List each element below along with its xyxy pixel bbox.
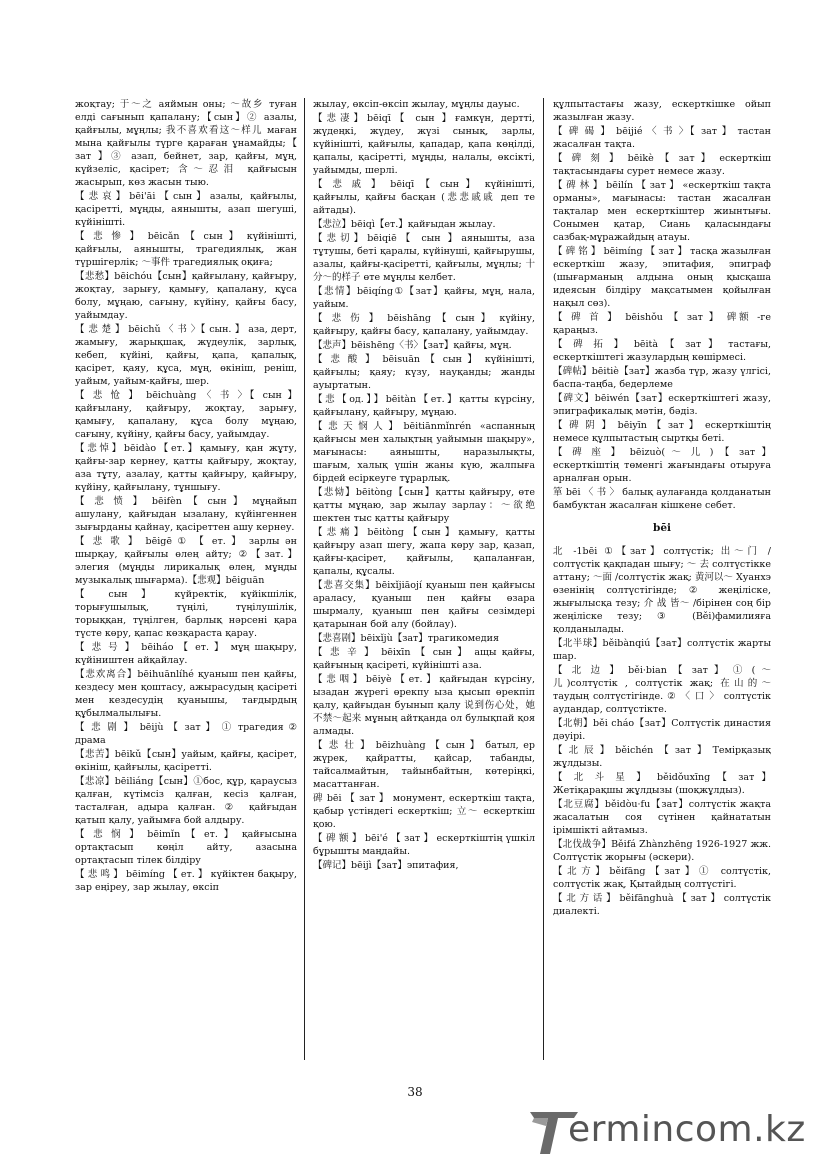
dictionary-entry: 【悲欢离合】bēihuānlíhé қуаныш пен қайғы, кездесу мен қоштасу, ажырасудың қасіреті мен кездесудің қуанышы, тағдырдың құбылмалылығы.	[75, 669, 297, 719]
column-2	[313, 98, 535, 1058]
section-heading: bēi	[652, 522, 671, 534]
dictionary-entry: 【 悲 伤 】 bēishāng 【 сын 】 күйіну, қайғыру, қайғы басу, қапалану, уайымдау.	[313, 313, 535, 337]
dictionary-entry: 【悲天悯人】bēitiānmǐnrén «аспанның қайғысы мен халықтың уайымын шақыру», мағынасы: аянышты, наразылықты, шағым, халық үшін жаны күю, жалпыға бірдей есіркеуге тұрарлық.	[313, 421, 535, 484]
dictionary-entry: 【 碑 碣 】 bēijié 〈 书 〉【 зат 】 тастан жасалған тақта.	[553, 126, 771, 150]
column-divider	[543, 98, 544, 1060]
dictionary-entry: 【悲咽】bēiyè【ет.】қайғыдан күрсіну, ызадан жүрегі өрекпу ыза қысып өрекпіп қалу, қайғыдан буынып қалу 说到伤心处，她不禁～起来 мұның айтқанда ол булықпай қоя алмады.	[313, 674, 535, 737]
dictionary-entry: 【 碑 铭 】 bēimíng 【 зат 】 тасқа жазылған ескерткіш жазу, эпитафия, эпиграф (шығарманың алдына оның қысқаша идеясын білдіру мақсатымен қойылған нақыл сөз).	[553, 246, 771, 309]
dictionary-entry: 【 碑 阴 】 bēiyīn 【 зат 】 ескерткіштің немесе құлпытастың сыртқы беті.	[553, 420, 771, 444]
page-number: 38	[407, 1085, 423, 1099]
dictionary-entry: 【 碑 拓 】 bēità 【 зат 】 тастағы, ескерткіштегі жазулардың көшірмесі.	[553, 339, 771, 363]
dictionary-entry: 【悲喜剧】bēixǐjù【зат】трагикомедия	[313, 633, 499, 644]
dictionary-entry: 【北伐战争】Běifá Zhànzhēng 1926-1927 жж. Солтүстік жорығы (әскери).	[553, 839, 771, 863]
dictionary-entry: 【 悲 愤 】 bēifèn 【 сын 】 мұңайып ашулану, қайғыдан ызалану, күйінгеннен зығырданы қайнау, қасіреттен ашу кернеу.	[75, 496, 297, 533]
dictionary-entry: 【悲恸】bēitòng【сын】қатты қайғыру, өте қатты мұңаю, зар жылау зарлау：～欲绝 шектен тыс қатты қайғыру	[313, 487, 535, 524]
dictionary-entry: 【悲情】bēiqíng①【зат】қайғы, мұң, нала, уайым.	[313, 286, 535, 310]
dictionary-entry: 【 悲 歌 】 bēigē ① 【 ет. 】 зарлы ән шырқау, қайғылы өлең айту; ②【зат.】 элегия (мұңды лирикалық өлең, мұңды музыкалық шығарма).【悲观】bēiguān	[75, 536, 297, 586]
dictionary-entry: 【 北 边 】 běi·bian 【 зат 】 ① ( ～ 儿)солтүстік , солтүстік жақ; 在山的～ таудың солтүстігінде. ② 〈 口 〉 солтүстік аудандар, солтүстікте.	[553, 665, 771, 715]
dictionary-entry: 【北朝】běi cháo【зат】Солтүстік династия дәуірі.	[553, 718, 771, 742]
dictionary-entry: 【 北 斗 星 】 běidǒuxīng 【 зат 】 Жетіқарақшы жұлдызы (шоқжұлдыз).	[553, 772, 771, 796]
dictionary-entry: жоқтау; 于～之 аяймын оны; ～故乡 туған елді сағынып қапалану;【сын】② азалы, қайғылы, мұңлы; 我不喜欢看这～样儿 маған мына қайғылы түрге қараған ұнамайды;【 зат 】③ азап, бейнет, зар, қайғы, мұң, күйзеліс, қасірет; 含～忍泪 қайғысын жасырып, көз жасын тыю.	[75, 99, 297, 188]
dictionary-entry: 【 碑 座 】 bēizuò( ～ 儿 ) 【 зат 】 ескерткіштің төменгі жағындағы отыруға арналған орын.	[553, 447, 771, 484]
dictionary-entry: 【 碑 刻 】 bēikè 【 зат 】 ескерткіш тақтасындағы сурет немесе жазу.	[553, 153, 771, 177]
dictionary-entry: 【碑记】bēijì【зат】эпитафия,	[313, 860, 459, 871]
dictionary-entry: 【悲凄】bēiqī【 сын 】ғамкүн, дертті, жүдеңкі, жүдеу, жүзі сынық, зарлы, күйінішті, қайғылы, қападар, қапа көңілді, қапалы, қасіретті, мұңды, налалы, өксікті, уайымды, шерлі.	[313, 113, 535, 176]
dictionary-entry: 【北方话】běifānghuà【зат】солтүстік диалекті.	[553, 893, 771, 917]
dictionary-entry: 【 碑 首 】 bēishǒu 【 зат 】 碑额 -ге қараңыз.	[553, 312, 771, 336]
dictionary-entry: 【 悲 悯 】 bēimǐn 【 ет. 】 қайғысына ортақтасып көңіл айту, азасына ортақтасып тілек білдіру	[75, 829, 297, 866]
dictionary-entry: 【 悲 惨 】 bēicǎn 【 сын 】 күйінішті, қайғылы, аянышты, трагедиялық, жан түршігерлік; ～事件 трагедиялық оқиға;	[75, 231, 297, 268]
dictionary-entry: 【北豆腐】běidòu·fu【зат】солтүстік жақта жасалатын соя сүтінен қайнататын ірімшікті айтамыз.	[553, 799, 771, 836]
dictionary-entry: 【悲悼】bēidào【ет.】қамығу, қан жұту, қайғы-зар кернеу, қатты қайғыру, жоқтау, аза тұту, азалау, қатты қайғыру, қайғыру, күйіну, қайғылану, тұншығу.	[75, 443, 297, 493]
dictionary-entry: 北 -1bēi ①【зат】солтүстік; 出～门 / солтүстік қақпадан шығу; ～ 去 солтүстікке аттану; ～面 /солтүстік жақ; 黄河以～ Хуанхэ өзенінің солтүстігінде; ② жеңіліске, жығылысқа тезу; 介 战 皆～ /бірінен соң бір жеңіліске тезу; ③ (Běi)фамилияға қолданылады.	[553, 546, 771, 635]
dictionary-entry: 【 碑 林 】 bēilín 【 зат 】 «ескерткіш тақта орманы», мағынасы: тастан жасалған тақталар мен ескерткіштер жиынтығы. Сонымен қатар, Сиань қаласындағы сазбақ-мұражайдың атауы.	[553, 180, 771, 243]
dictionary-entry: 箪 bēi 〈 书 〉 балық аулағанда қолданатын бамбуктан жасалған кішкене себет.	[553, 487, 771, 511]
dictionary-entry: 【 悲 戚 】 bēiqī 【 сын 】 күйінішті, қайғылы, қайғы басқан (悲悲戚戚 деп те айтады).	[313, 179, 535, 216]
dictionary-entry: 【北辰】běichén【зат】Темірқазық жұлдызы.	[553, 745, 771, 769]
dictionary-entry: 【悲声】bēishēng〈书〉【зат】қайғы, мұң.	[313, 340, 512, 351]
dictionary-entry: 【 悲 壮 】 bēizhuàng 【 сын 】 батыл, ер жүрек, қайратты, қайсар, табанды, тайсалмайтын, тайынбайтын, көтеріңкі, масаттанған.	[313, 740, 535, 790]
dictionary-entry: 【碑帖】bēitiè【зат】жазба түр, жазу үлгісі, баспа-таңба, бедерлеме	[553, 366, 771, 390]
dictionary-entry: 【 悲 剧 】 bēijù 【 зат 】 ① трагедия ② драма	[75, 722, 297, 746]
dictionary-entry: 【 сын 】 күйректік, күйікшілік, торығушылық, түңілі, түңілушілік, торыққан, түңілген, барлық нәрсені қара түсте көру, қапас көзқараста қарау.	[75, 589, 297, 639]
dictionary-entry: 【悲痛】bēitòng【сын】қамығу, қатты қайғыру азап шегу, жапа көру зар, қазап, қайғы-қасірет, қайғылы, қапаланған, қапалы, құсалы.	[313, 527, 535, 577]
dictionary-entry: 【 悲 鸣 】 bēimíng 【 ет. 】 күйіктен бақыру, зар еңіреу, зар жылау, өксіп	[75, 869, 297, 893]
dictionary-entry: 【 悲 楚 】 bēichǔ 〈 书 〉【 сын. 】 аза, дерт, жамығу, жарықшақ, жүдеулік, зарлық, кебеп, күйіні, қайғы, қапа, қапалық, қасірет, қаяу, құса, мұң, өкініш, реніш, уайым, уайым-қайғы, шер.	[75, 324, 297, 387]
column-1	[75, 98, 297, 1058]
dictionary-entry: 【北方】běifāng【зат】① солтүстік, солтүстік жақ, Қытайдың солтүстігі.	[553, 866, 771, 890]
column-3	[553, 98, 771, 1058]
dictionary-entry: 【 碑 额 】 bēi'é 【 зат 】 ескерткіштің үшкіл бұрышты маңдайы.	[313, 833, 535, 857]
dictionary-entry: құлпытастағы жазу, ескерткішке ойып жазылған жазу.	[553, 99, 771, 123]
dictionary-entry: 碑 bēi 【 зат 】 монумент, ескерткіш тақта, қабыр үстіндегі ескерткіш; 立～ ескерткіш қою.	[313, 793, 535, 830]
dictionary-entry: 【悲哀】bēi'āi【сын】азалы, қайғылы, қасіретті, мұңды, аянышты, азап шегуші, күйінішті.	[75, 191, 297, 228]
dictionary-entry: 【北半球】běibànqiú【зат】солтүстік жарты шар.	[553, 638, 771, 662]
dictionary-entry: 【 悲 怆 】 bēichuàng 〈 书 〉【 сын 】 қайғылану, қайғыру, жоқтау, зарығу, қамығу, қапалану, құса болу мұңаю, сағыну, күйіну, қайғы басу, уайымдау.	[75, 390, 297, 440]
dictionary-entry: 【悲泣】bēiqì【ет.】қайғыдан жылау.	[313, 219, 496, 230]
dictionary-entry: жылау, өксіп-өксіп жылау, мұңлы дауыс.	[313, 99, 520, 110]
dictionary-entry: 【悲愁】bēichóu【сын】қайғылану, қайғыру, жоқтау, зарығу, қамығу, қапалану, құса болу, мұңаю, сағыну, күйіну, қайғы басу, уайымдау.	[75, 271, 297, 321]
dictionary-entry: 【碑文】bēiwén【зат】ескерткіштегі жазу, эпиграфикалық мәтін, бәдіз.	[553, 393, 771, 417]
column-divider	[304, 98, 305, 1060]
dictionary-entry: 【 悲 酸 】 bēisuān 【 сын 】 күйінішті, қайғылы; қаяу; күзу, науқанды; жанды ауыртатын.	[313, 354, 535, 391]
dictionary-entry: 【悲凉】bēiliáng【сын】①бос, құр, қараусыз қалған, күтімсіз қалған, кесіз қалған, тасталған, адыра қалған. ② қайғыдан қатып қалу, уайымға бой алдыру.	[75, 776, 297, 826]
dictionary-entry: 【悲【од.】】bēitàn【ет.】қатты күрсіну, қайғылану, қайғыру, мұңаю.	[313, 394, 535, 418]
dictionary-entry: 【 悲 号 】 bēiháo 【 ет. 】 мұң шақыру, күйіништен айқайлау.	[75, 642, 297, 666]
logo-wordmark: ermincom.kz	[568, 1109, 806, 1150]
dictionary-entry: 【悲切】bēiqiē【 сын 】аянышты, аза тұтушы, беті қаралы, күйінуші, қайғырушы, азалы, қайғы-қасіретті, қайғылы, мұңлы; 十分～的样子 өте мұңлы келбет.	[313, 233, 535, 283]
dictionary-entry: 【 悲 辛 】 bēixīn 【 сын 】 ащы қайғы, қайғының қасіреті, күйінішті аза.	[313, 647, 535, 671]
termincom-logo	[528, 1102, 818, 1160]
dictionary-entry: 【悲喜交集】bēixǐjiāojí қуаныш пен қайғысы араласу, қуаныш пен қайғы өзара шырмалу, қуаныш пен қайғы сезімдері қатарынан бой алу (бойлау).	[313, 580, 535, 630]
dictionary-entry: 【悲苦】bēikǔ【сын】уайым, қайғы, қасірет, өкініш, қайғылы, қасіретті.	[75, 749, 297, 773]
